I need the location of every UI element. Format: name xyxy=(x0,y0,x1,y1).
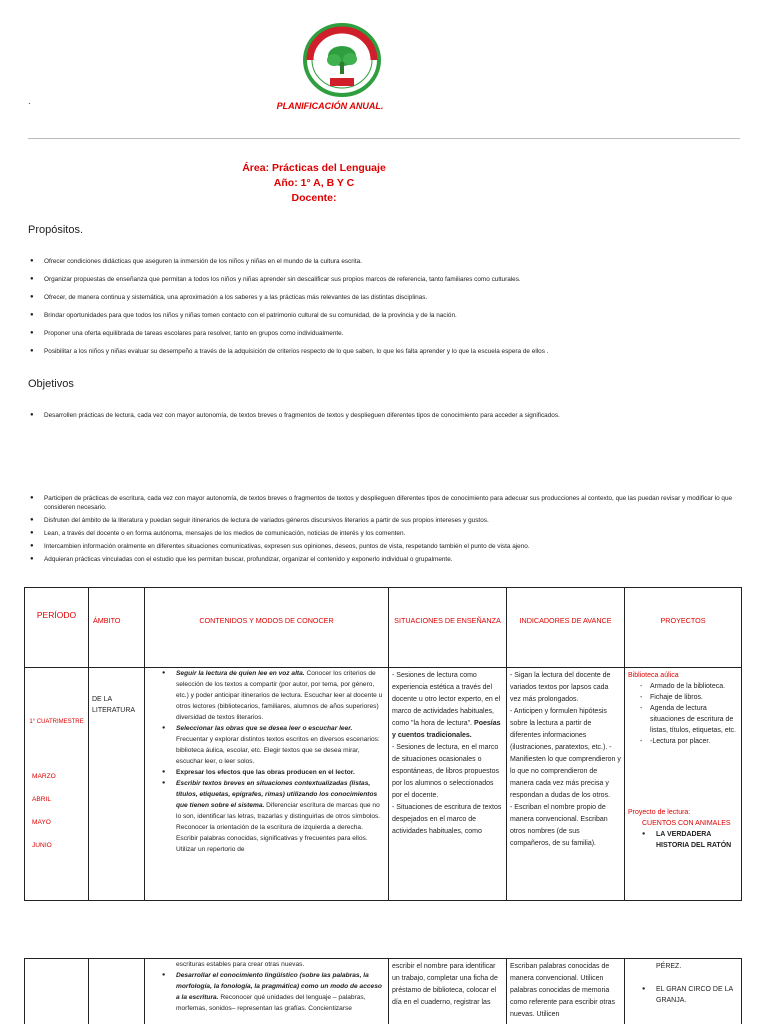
list-item: ● Ofrecer condiciones didácticas que aseguren la inmersión de los niños y niñas en el mundo de la cultura escrita. xyxy=(28,257,743,266)
ambito-cell xyxy=(89,959,145,1024)
contenidos-cell: escrituras estables para crear otras nuevas. ● Desarrollar el conocimiento lingüístico (sobre las palabras, la morfología, la fonología, la pragmática) como un modo de acceso a la escritura. Reconocer qué unidades del lenguaje – palabras, morfemas, sonidos– representan las grafías. Concientizarse xyxy=(145,959,389,1024)
area-title: Área: Prácticas del Lenguaje xyxy=(242,162,386,174)
table-header-row xyxy=(25,588,742,668)
list-item: ● Lean, a través del docente o en forma autónoma, mensajes de los medios de comunicación, noticias de interés y los comenten. xyxy=(28,529,743,538)
list-item: ● Seguir la lectura de quien lee en voz alta. Conocer los criterios de selección de los textos a compartir (por autor, por tema, por género, etc.) y poder anticipar itinerarios de lectura. Escuchar leer al docente u otros lectores (bibliotecarios, familiares, alumnos de años superiores) diversidad de textos literarios. xyxy=(148,668,385,723)
situaciones-cell: escribir el nombre para identificar un trabajo, completar una ficha de préstamo de biblioteca, colocar el día en el cuaderno, registrar las xyxy=(389,959,507,1024)
contenidos-list xyxy=(148,668,385,855)
propositos-title: Propósitos. xyxy=(28,224,84,236)
contenidos-cell xyxy=(145,668,389,901)
proyecto-title: Proyecto de lectura: xyxy=(628,809,691,816)
school-logo xyxy=(302,22,382,98)
teacher-title: Docente: xyxy=(291,192,337,204)
indicadores-cell: - Sigan la lectura del docente de variados textos por lapsos cada vez más prolongados. - Anticipen y formulen hipótesis sobre la lectura a partir de diferentes informaciones (ilustraciones, paratextos, etc.). - Manifiesten lo que comprendieron y lo que no comprendieron de manera cada vez más precisa y respondan a dudas de los otros. - Escriban el nombre propio de manera convencional. Escriban otros nombres (de sus compañeros, de su familia). xyxy=(507,668,625,901)
list-item: ● Desarrollen prácticas de lectura, cada vez con mayor autonomía, de textos breves o fragmentos de textos y desplieguen diferentes tipos de conocimiento para acceder a significados. xyxy=(28,411,743,420)
list-item: - Fichaje de libros. xyxy=(628,692,738,703)
list-item: ● Escribir textos breves en situaciones contextualizadas (listas, títulos, etiquetas, epígrafes, rimas) utilizando los conocimientos que tienen sobre el sistema. Diferenciar escritura de marcas que no lo son, identificar las letras, trazarlas y distinguirlas de otros símbolos. Reconocer la orientación de la escritura de izquierda a derecha. Escribir palabras conocidas, significativas y frecuentes para ellos. Utilizar un repertorio de xyxy=(148,778,385,855)
contenidos-list xyxy=(148,970,385,1014)
plan-title: PLANIFICACIÓN ANUAL. xyxy=(276,101,384,111)
biblioteca-list xyxy=(628,681,738,747)
month-label: JUNIO xyxy=(32,842,52,849)
list-item: ● Intercambien información oralmente en diferentes situaciones comunicativas, expresen sus opiniones, deseos, puntos de vista, respetando también el punto de vista ajeno. xyxy=(28,542,743,551)
indicadores-cell: Escriban palabras conocidas de manera convencional. Utilicen palabras conocidas de memoria como referente para escribir otras nuevas. Utilicen xyxy=(507,959,625,1024)
list-item: ● LA VERDADERA HISTORIA DEL RATÓN xyxy=(628,829,738,851)
list-item: ● Participen de prácticas de escritura, cada vez con mayor autonomía, de textos breves o fragmentos de textos y desplieguen diferentes tipos de conocimiento para adecuar sus producciones al contexto, que las puedan revisar y modificar lo que consideren necesario. xyxy=(28,494,743,512)
periodo-cell xyxy=(25,959,89,1024)
list-item: ● Seleccionar las obras que se desea leer o escuchar leer. Frecuentar y explorar distintos textos escritos en diversos escenarios: biblioteca áulica, escolar, etc. Elegir textos que se desea mirar, escuchar leer, o leer solos. xyxy=(148,723,385,767)
list-item: - Armado de la biblioteca. xyxy=(628,681,738,692)
proyecto-subtitle: CUENTOS CON ANIMALES xyxy=(642,820,731,827)
header-proyectos: PROYECTOS xyxy=(625,588,742,668)
proyectos-cell xyxy=(625,668,742,901)
proyecto-list xyxy=(628,984,738,1006)
list-item: ● Brindar oportunidades para que todos los niños y niñas tomen contacto con el patrimonio cultural de su comunidad, de la provincia y de la nación. xyxy=(28,311,743,320)
header-periodo: PERÍODO xyxy=(25,588,89,668)
header-ambito: ÁMBITO xyxy=(89,588,145,668)
ambito-cell: DE LA LITERATURA xyxy=(89,668,145,901)
header-situaciones: SITUACIONES DE ENSEÑANZA xyxy=(389,588,507,668)
proyectos-cell: PÉREZ. ● EL GRAN CIRCO DE LA GRANJA. xyxy=(625,959,742,1024)
table-row xyxy=(25,959,742,1024)
planning-table xyxy=(24,587,742,901)
objetivos-first-list xyxy=(28,411,743,420)
list-item: ● Ofrecer, de manera continua y sistemática, una aproximación a los saberes y a las prácticas más relevantes de las distintas disciplinas. xyxy=(28,293,743,302)
cuatrimestre-label: 1° CUATRIMESTRE xyxy=(29,719,84,725)
month-label: MARZO xyxy=(32,773,56,780)
list-item: ● EL GRAN CIRCO DE LA GRANJA. xyxy=(628,984,738,1006)
month-label: ABRIL xyxy=(32,796,52,803)
month-label: MAYO xyxy=(32,819,51,826)
periodo-cell xyxy=(25,668,89,901)
proyecto-list xyxy=(628,829,738,851)
table-row xyxy=(25,668,742,901)
header-contenidos: CONTENIDOS Y MODOS DE CONOCER xyxy=(145,588,389,668)
header-block xyxy=(0,161,628,206)
propositos-list xyxy=(28,257,743,365)
list-item: ● Expresar los efectos que las obras producen en el lector. xyxy=(148,767,385,778)
list-item: - -Lectura por placer. xyxy=(628,736,738,747)
list-item: ● Proponer una oferta equilibrada de tareas escolares para resolver, tanto en grupos como individualmente. xyxy=(28,329,743,338)
list-item: ● Posibilitar a los niños y niñas evaluar su desempeño a través de la adquisición de criterios respecto de lo que saben, lo que les falta aprender y lo que la escuela espera de ellos . xyxy=(28,347,743,356)
months-list xyxy=(28,771,85,851)
list-item: ● Organizar propuestas de enseñanza que permitan a todos los niños y niñas aprender sin descalificar sus propios marcos de referencia, tanto familiares como culturales. xyxy=(28,275,743,284)
situaciones-cell: - Sesiones de lectura como experiencia estética a través del docente u otro lector experto, en el marco de actividades habituales, como "la hora de lectura". Poesías y cuentos tradicionales. - Sesiones de lectura, en el marco de situaciones ocasionales o espontáneas, de libros propuestos por los alumnos o seleccionados por el docente. - Situaciones de escritura de textos despejados en el marco de actividades habituales, como xyxy=(389,668,507,901)
list-item: - Agenda de lectura situaciones de escritura de listas, títulos, etiquetas, etc. xyxy=(628,703,738,736)
objetivos-list xyxy=(28,494,743,568)
year-title: Año: 1° A, B Y C xyxy=(273,177,355,189)
biblioteca-title: Biblioteca aúlica xyxy=(628,672,679,679)
planning-table-continued xyxy=(24,958,742,1024)
divider xyxy=(28,138,740,139)
list-item: ● Desarrollar el conocimiento lingüístico (sobre las palabras, la morfología, la fonología, la pragmática) como un modo de acceso a la escritura. Reconocer qué unidades del lenguaje – palabras, morfemas, sonidos– representan las grafías. Concientizarse xyxy=(148,970,385,1014)
objetivos-title: Objetivos xyxy=(28,378,74,390)
header-indicadores: INDICADORES DE AVANCE xyxy=(507,588,625,668)
list-item: ● Adquieran prácticas vinculadas con el estudio que les permitan buscar, profundizar, organizar el contenido y exponerlo individual o grupalmente. xyxy=(28,555,743,564)
list-item: ● Disfruten del ámbito de la literatura y puedan seguir itinerarios de lectura de variados géneros discursivos literarios a partir de sus propios intereses y gustos. xyxy=(28,516,743,525)
red-dot: . xyxy=(28,96,31,107)
